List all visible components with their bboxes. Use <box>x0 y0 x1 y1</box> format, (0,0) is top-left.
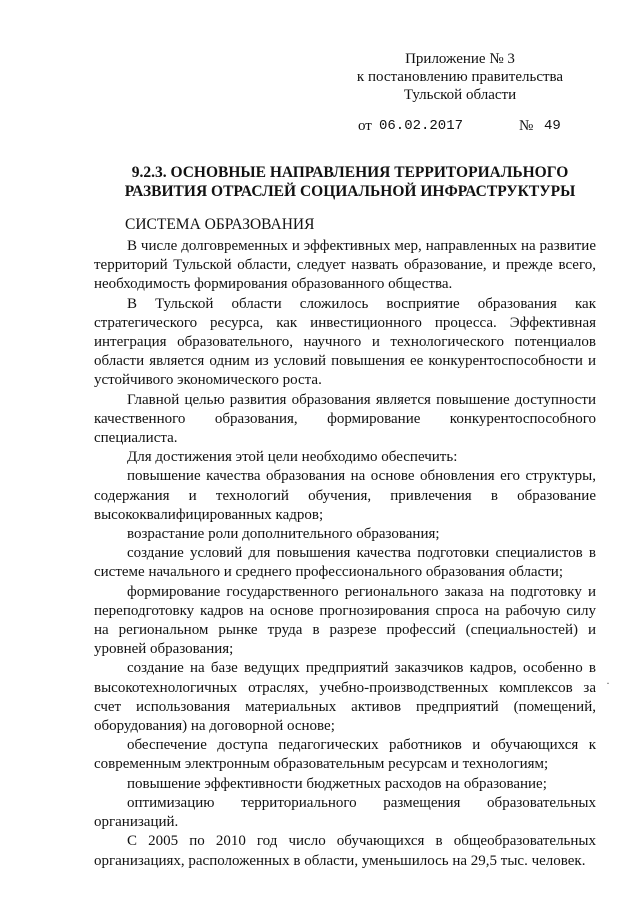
section-title-line-2: РАЗВИТИЯ ОТРАСЛЕЙ СОЦИАЛЬНОЙ ИНФРАСТРУКТУРЫ <box>124 183 576 200</box>
paragraph: В Тульской области сложилось восприятие образования как стратегического ресурса, как инвестиционного процесса. Эффективная интеграция образовательного, научного и технологического потенциалов области является одним из условий повышения ее конкурентоспособности и устойчивого экономического роста. <box>94 295 596 389</box>
list-item: обеспечение доступа педагогических работников и обучающихся к современным электронным образовательным ресурсам и технологиям; <box>94 737 596 773</box>
date-label: от <box>358 118 372 134</box>
subsection-heading: СИСТЕМА ОБРАЗОВАНИЯ <box>125 216 315 233</box>
date-value: 06.02.2017 <box>379 118 464 134</box>
document-body <box>94 237 596 871</box>
appendix-number: Приложение № 3 <box>405 51 515 67</box>
list-item: формирование государственного регионального заказа на подготовку и переподготовку кадров на основе прогнозирования спроса на рабочую силу на региональном рынке труда в разрезе профессий (специальностей) и уровней образования; <box>94 583 596 658</box>
margin-dot: · <box>606 676 610 690</box>
section-title-line-1: 9.2.3. ОСНОВНЫЕ НАПРАВЛЕНИЯ ТЕРРИТОРИАЛЬНОГО <box>131 164 569 181</box>
list-item: повышение качества образования на основе обновления его структуры, содержания и технологий обучения, привлечения в образование высококвалифицированных кадров; <box>94 468 596 523</box>
appendix-header <box>330 50 590 104</box>
list-item: создание на базе ведущих предприятий заказчиков кадров, особенно в высокотехнологичных отраслях, учебно-производственных комплексов за счет использования материальных активов предприятий (помещений, оборудования) на договорной основе; <box>94 660 596 735</box>
list-item: оптимизацию территориального размещения образовательных организаций. <box>94 794 596 831</box>
section-title <box>80 163 620 201</box>
list-item: создание условий для повышения качества подготовки специалистов в системе начального и среднего профессионального образования области; <box>94 545 596 581</box>
paragraph: Главной целью развития образования является повышение доступности качественного образования, формирование конкурентоспособного специалиста. <box>94 391 596 447</box>
list-item: возрастание роли дополнительного образования; <box>127 526 440 543</box>
list-item: повышение эффективности бюджетных расходов на образование; <box>127 775 547 792</box>
number-value: 49 <box>544 118 561 134</box>
paragraph: С 2005 по 2010 год число обучающихся в общеобразовательных организациях, расположенных в области, уменьшилось на 29,5 тыс. человек. <box>94 833 596 869</box>
appendix-resolution: к постановлению правительства <box>356 69 564 85</box>
paragraph: В числе долговременных и эффективных мер, направленных на развитие территорий Тульской области, следует назвать образование, и прежде всего, необходимость формирования образованного общества. <box>94 238 596 293</box>
number-label: № <box>519 118 534 134</box>
paragraph: Для достижения этой цели необходимо обеспечить: <box>127 449 458 466</box>
appendix-region: Тульской области <box>403 87 517 103</box>
